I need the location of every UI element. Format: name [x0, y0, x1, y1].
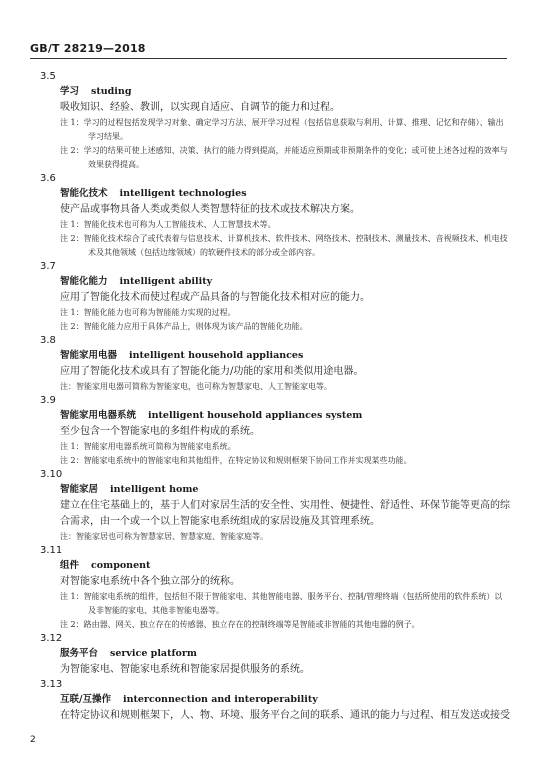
term-title [60, 348, 510, 364]
term-english: intelligent home [110, 484, 199, 495]
section-number: 3.12 [40, 633, 63, 644]
term-english: studing [91, 86, 132, 97]
term-chinese: 智能家用电器系统 [60, 410, 137, 421]
term-definition: 至少包含一个智能家电的多组件构成的系统。 [60, 426, 260, 437]
term-note: 注 1：学习的过程包括发现学习对象、确定学习方法、展开学习过程（包括信息获取与利用、计算、推理、记忆和存储）、输出学习结果。 [60, 118, 504, 141]
term-english: intelligent technologies [119, 188, 247, 199]
term-chinese: 智能化技术 [60, 188, 108, 199]
term-english: service platform [110, 648, 197, 659]
section-number: 3.8 [40, 335, 56, 346]
term-entry [40, 70, 510, 172]
term-title [60, 84, 510, 100]
term-english: intelligent ability [119, 276, 213, 287]
term-note: 注 2：智能化技术综合了或代表着与信息技术、计算机技术、软件技术、网络技术、控制技术、测量技术、音视频技术、机电技术及其他领域（包括边缘领域）的软硬件技术的部分或全部内容。 [60, 234, 508, 257]
section-number: 3.10 [40, 469, 63, 480]
document-body [40, 70, 510, 724]
term-chinese: 互联/互操作 [60, 694, 111, 705]
term-note: 注 2：路由器、网关、独立存在的传感器、独立存在的控制终端等是智能或非智能的其他电器的例子。 [60, 620, 420, 629]
section-number: 3.5 [40, 71, 56, 82]
term-definition: 为智能家电、智能家电系统和智能家居提供服务的系统。 [60, 664, 310, 675]
term-title [60, 274, 510, 290]
term-note: 注 2：智能化能力应用于具体产品上，则体现为该产品的智能化功能。 [60, 322, 308, 331]
term-note: 注 1：智能家用电器系统可简称为智能家电系统。 [60, 442, 236, 451]
term-entry [40, 468, 510, 544]
term-entry [40, 394, 510, 468]
term-entry [40, 632, 510, 678]
term-note: 注 2：智能家电系统中的智能家电和其他组件，在特定协议和规则框架下协同工作并实现某些功能。 [60, 456, 412, 465]
term-entry [40, 172, 510, 260]
term-chinese: 智能家居 [60, 484, 99, 495]
term-english: intelligent household appliances [129, 350, 304, 361]
term-chinese: 服务平台 [60, 648, 99, 659]
term-note: 注：智能家用电器可简称为智能家电，也可称为智慧家电、人工智能家电等。 [60, 382, 332, 391]
term-title [60, 482, 510, 498]
page-number: 2 [30, 735, 36, 745]
term-definition: 在特定协议和规则框架下，人、物、环境、服务平台之间的联系、通讯的能力与过程、相互发送或接受 [60, 710, 510, 721]
section-number: 3.6 [40, 173, 56, 184]
term-note: 注 1：智能家电系统的组件，包括但不限于智能家电、其他智能电器、服务平台、控制/管理终端（包括所使用的软件系统）以及非智能的家电、其他非智能电器等。 [60, 592, 503, 615]
term-definition: 建立在住宅基础上的，基于人们对家居生活的安全性、实用性、便捷性、舒适性、环保节能等更高的综合需求，由一个或一个以上智能家电系统组成的家居设施及其管理系统。 [60, 500, 510, 527]
term-title [60, 558, 510, 574]
term-english: intelligent household appliances system [148, 410, 363, 421]
section-number: 3.9 [40, 395, 56, 406]
term-note: 注 1：智能化技术也可称为人工智能技术、人工智慧技术等。 [60, 220, 276, 229]
term-title [60, 646, 510, 662]
term-entry [40, 260, 510, 334]
section-number: 3.7 [40, 261, 56, 272]
term-definition: 应用了智能化技术而使过程或产品具备的与智能化技术相对应的能力。 [60, 292, 370, 303]
term-entry [40, 678, 510, 724]
term-chinese: 学习 [60, 86, 80, 97]
term-english: interconnection and interoperability [122, 694, 318, 705]
term-definition: 应用了智能化技术或具有了智能化能力/功能的家用和类似用途电器。 [60, 366, 364, 377]
section-number: 3.11 [40, 545, 63, 556]
term-definition: 对智能家电系统中各个独立部分的统称。 [60, 576, 240, 587]
term-english: component [91, 560, 151, 571]
term-title [60, 692, 510, 708]
term-entry [40, 544, 510, 632]
term-definition: 使产品或事物具备人类或类似人类智慧特征的技术或技术解决方案。 [60, 204, 360, 215]
term-entry [40, 334, 510, 394]
header-rule [30, 58, 507, 59]
term-chinese: 组件 [60, 560, 80, 571]
term-title [60, 186, 510, 202]
term-chinese: 智能化能力 [60, 276, 108, 287]
term-title [60, 408, 510, 424]
term-note: 注 2：学习的结果可使上述感知、决策、执行的能力得到提高，并能适应预期或非预期条件的变化；或可使上述各过程的效率与效果获得提高。 [60, 146, 508, 169]
term-definition: 吸收知识、经验、教训，以实现自适应、自调节的能力和过程。 [60, 102, 340, 113]
term-note: 注 1：智能化能力也可称为智能能力实现的过程。 [60, 308, 236, 317]
term-note: 注：智能家居也可称为智慧家居、智慧家庭、智能家庭等。 [60, 532, 268, 541]
section-number: 3.13 [40, 679, 63, 690]
standard-code-header: GB/T 28219—2018 [30, 42, 146, 55]
term-chinese: 智能家用电器 [60, 350, 118, 361]
